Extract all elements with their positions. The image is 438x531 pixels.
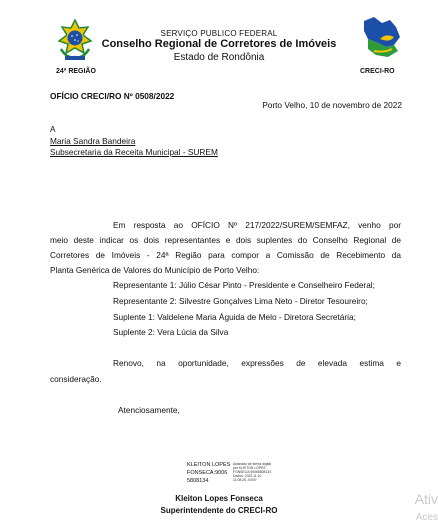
activation-watermark: Ativ: [414, 491, 438, 507]
paragraph-1-line-4: Planta Genérica de Valores do Município de Porto Velho:: [50, 265, 260, 275]
org-line-2: Conselho Regional de Corretores de Imóveis: [101, 38, 337, 50]
list-item: Representante 2: Silvestre Gonçalves Lima Neto - Diretor Tesoureiro;: [113, 296, 368, 306]
org-line-3: Estado de Rondônia: [173, 52, 265, 63]
org-line-1: SERVIÇO PUBLICO FEDERAL: [160, 29, 278, 38]
stamp-name-line: FONSECA:9006: [187, 470, 228, 476]
stamp-name-line: KLEITON LOPES: [187, 462, 231, 468]
stamp-detail-line: 11:08:26 -04'00': [233, 478, 257, 482]
digital-signature-stamp: [187, 462, 287, 492]
paragraph-2-line-1: Renovo, na oportunidade, expressões de elevada estima e: [113, 358, 401, 368]
stamp-detail-line: Dados: 2022.11.10: [233, 474, 262, 478]
stamp-name-line: 5808134: [187, 478, 209, 484]
list-item: Suplente 2: Vera Lúcia da Silva: [113, 327, 229, 337]
recipient-prefix: A: [50, 124, 56, 134]
recipient-name: Maria Sandra Bandeira: [50, 136, 136, 146]
rondonia-map-logo-icon: [360, 15, 404, 63]
stamp-detail-line: FONSECA:90065808134: [233, 470, 272, 474]
list-item: Representante 1: Júlio César Pinto - Presidente e Conselheiro Federal;: [113, 280, 375, 290]
oficio-number: OFÍCIO CRECI/RO Nº 0508/2022: [50, 91, 175, 101]
signer-title: Superintendente do CRECI-RO: [160, 506, 278, 515]
document-date: Porto Velho, 10 de novembro de 2022: [262, 100, 402, 110]
paragraph-1-line-1: Em resposta ao OFÍCIO Nº 217/2022/SUREM/SEMFAZ, venho por: [113, 220, 401, 230]
stamp-detail-line: por KLEITON LOPES: [233, 466, 266, 470]
creci-caption: CRECI-RO: [360, 68, 395, 75]
signer-name: Kleiton Lopes Fonseca: [175, 494, 263, 503]
list-item: Suplente 1: Valdelene Maria Águida de Melo - Diretora Secretária;: [113, 312, 356, 322]
closing: Atenciosamente,: [118, 405, 180, 415]
region-caption: 24ª REGIÃO: [56, 68, 96, 75]
paragraph-1-line-3: Corretores de Imóveis - 24ª Região para compor a Comissão de Recebimento da: [50, 250, 401, 260]
activation-watermark-sub: Aces: [415, 512, 438, 523]
paragraph-1-line-2: meio deste indicar os dois representantes e dois suplentes do Conselho Regional de: [50, 235, 401, 245]
stamp-detail-line: Assinado de forma digital: [233, 462, 272, 466]
recipient-department: Subsecretaria da Receita Municipal - SUREM: [50, 147, 218, 157]
paragraph-2-line-2: consideração.: [50, 374, 102, 384]
